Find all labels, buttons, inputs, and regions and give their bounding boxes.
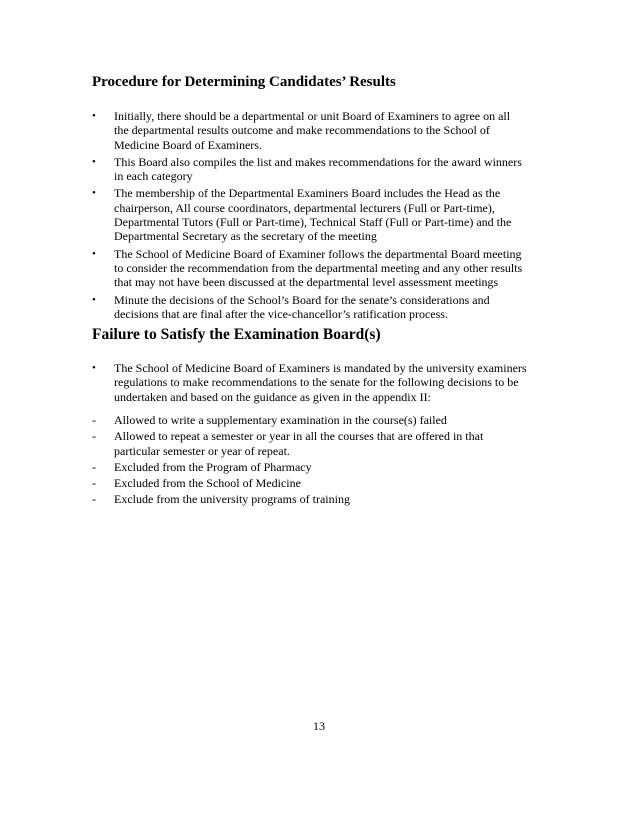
section-heading-failure: Failure to Satisfy the Examination Board(s)	[92, 326, 381, 343]
bullet-marker: •	[92, 110, 96, 122]
list-item-line: Initially, there should be a departmental or unit Board of Examiners to agree on all	[114, 109, 511, 123]
list-item-line: the departmental results outcome and make recommendations to the School of	[114, 123, 490, 138]
bullet-marker: •	[92, 155, 96, 168]
list-item-line: Medicine Board of Examiners.	[114, 137, 262, 152]
list-item-line: Excluded from the Program of Pharmacy	[114, 459, 312, 474]
dash-marker: -	[92, 413, 96, 427]
list-item-line: that may not have been discussed at the departmental level assessment meetings	[114, 275, 499, 290]
list-item-line: Departmental Tutors (Full or Part-time), Technical Staff (Full or Part-time) and the	[114, 215, 512, 230]
list-item-line: Exclude from the university programs of training	[114, 492, 350, 507]
list-item-line: Allowed to write a supplementary examination in the course(s) failed	[114, 413, 447, 427]
list-item-line: to consider the recommendation from the departmental meeting and any other results	[114, 260, 523, 275]
section-heading-procedure: Procedure for Determining Candidates’ Results	[92, 74, 396, 90]
list-item-line: particular semester or year of repeat.	[114, 443, 290, 458]
list-item-line: undertaken and based on the guidance as given in the appendix II:	[114, 389, 431, 404]
list-item	[92, 460, 562, 474]
bullet-marker: •	[92, 247, 96, 260]
list-item-line: This Board also compiles the list and makes recommendations for the award winners	[114, 154, 522, 169]
failure-bullet-list	[92, 361, 562, 407]
list-item	[92, 476, 562, 490]
list-item-line: Minute the decisions of the School’s Board for the senate’s considerations and	[114, 292, 490, 307]
decision-dash-list	[92, 413, 562, 509]
bullet-marker: •	[92, 362, 96, 374]
procedure-bullet-list	[92, 109, 562, 324]
list-item-line: decisions that are final after the vice-chancellor’s ratification process.	[114, 306, 448, 321]
list-item	[92, 186, 562, 243]
list-item	[92, 413, 562, 427]
list-item	[92, 492, 562, 506]
list-item-line: Excluded from the School of Medicine	[114, 476, 301, 491]
list-item	[92, 429, 562, 458]
page-number: 13	[313, 719, 325, 733]
list-item	[92, 247, 562, 290]
list-item-line: The membership of the Departmental Examiners Board includes the Head as the	[114, 186, 501, 201]
list-item	[92, 361, 562, 404]
list-item-line: Departmental Secretary as the secretary of the meeting	[114, 229, 377, 244]
list-item-line: The School of Medicine Board of Examiners is mandated by the university examiners	[114, 361, 527, 375]
list-item-line: The School of Medicine Board of Examiner follows the departmental Board meeting	[114, 246, 522, 261]
list-item-line: chairperson, All course coordinators, departmental lecturers (Full or Part-time),	[114, 200, 495, 215]
dash-marker: -	[92, 459, 96, 474]
list-item	[92, 109, 562, 152]
list-item-line: regulations to make recommendations to the senate for the following decisions to be	[114, 375, 519, 390]
list-item-line: in each category	[114, 169, 193, 184]
bullet-marker: •	[92, 293, 96, 306]
bullet-marker: •	[92, 187, 96, 200]
dash-marker: -	[92, 492, 96, 507]
dash-marker: -	[92, 429, 96, 444]
dash-marker: -	[92, 476, 96, 491]
list-item	[92, 155, 562, 184]
list-item	[92, 293, 562, 322]
list-item-line: Allowed to repeat a semester or year in all the courses that are offered in that	[114, 429, 484, 444]
